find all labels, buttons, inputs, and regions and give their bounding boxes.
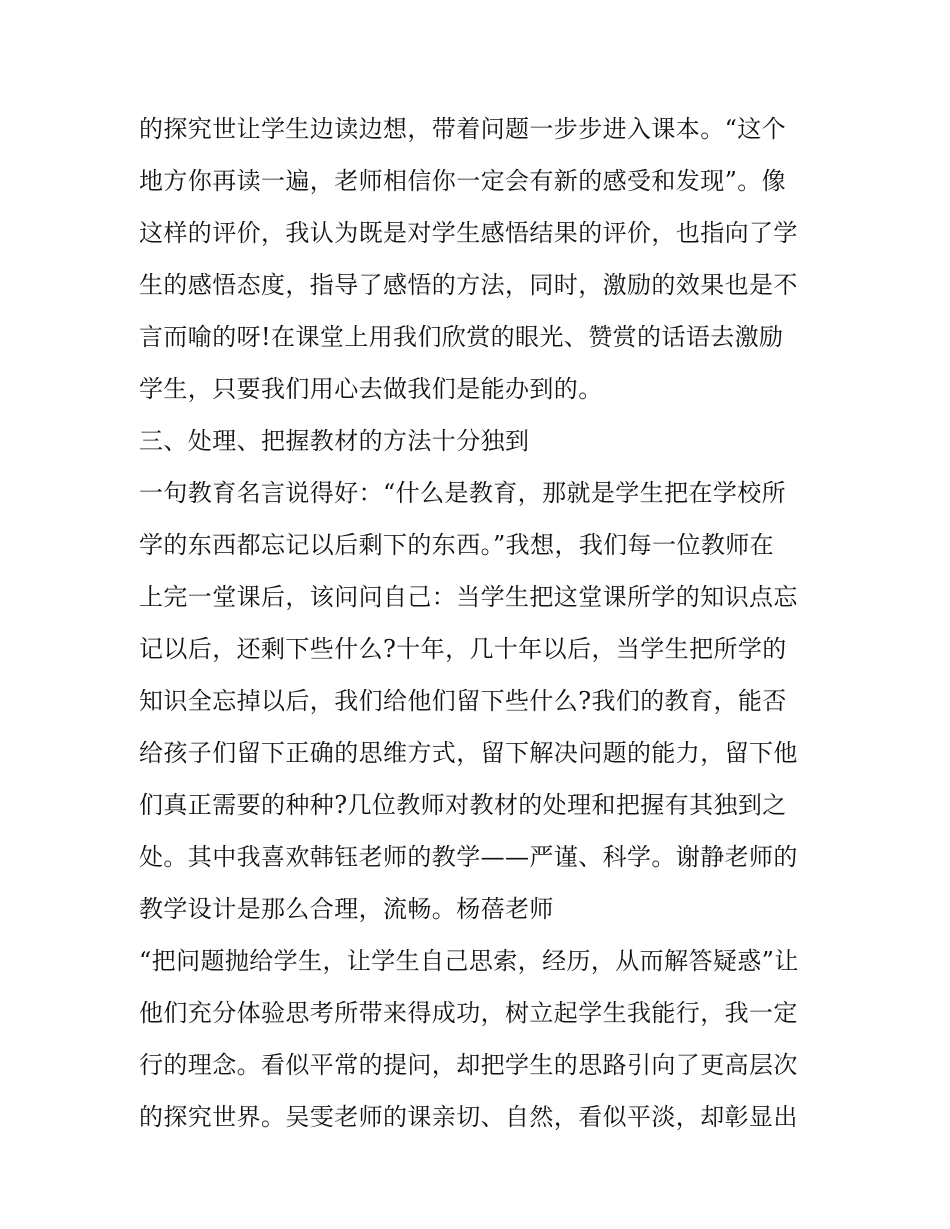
text-line: “把问题抛给学生，让学生自己思索，经历，从而解答疑惑”让 [139, 947, 799, 975]
text-line: 上完一堂课后，该问问自己：当学生把这堂课所学的知识点忘 [139, 583, 798, 611]
text-line: 一句教育名言说得好：“什么是教育，那就是学生把在学校所 [139, 479, 787, 507]
text-line: 记以后，还剩下些什么?十年，几十年以后，当学生把所学的 [139, 635, 787, 663]
text-line: 处。其中我喜欢韩钰老师的教学——严谨、科学。谢静老师的 [139, 843, 798, 871]
text-line: 学的东西都忘记以后剩下的东西。”我想，我们每一位教师在 [139, 531, 775, 559]
text-line: 给孩子们留下正确的思维方式，留下解决问题的能力，留下他 [139, 739, 798, 767]
text-line: 地方你再读一遍，老师相信你一定会有新的感受和发现”。像 [139, 167, 787, 195]
body-text [139, 103, 829, 1143]
text-line: 生的感悟态度，指导了感悟的方法，同时，激励的效果也是不 [139, 271, 798, 299]
text-line: 的探究世让学生边读边想，带着问题一步步进入课本。“这个 [139, 115, 787, 143]
text-line: 教学设计是那么合理，流畅。杨蓓老师 [139, 895, 554, 923]
text-line: 言而喻的呀!在课堂上用我们欣赏的眼光、赞赏的话语去激励 [139, 323, 784, 351]
text-line: 们真正需要的种种?几位教师对教材的处理和把握有其独到之 [139, 791, 787, 819]
text-line: 他们充分体验思考所带来得成功，树立起学生我能行，我一定 [139, 999, 798, 1027]
text-line: 这样的评价，我认为既是对学生感悟结果的评价，也指向了学 [139, 219, 798, 247]
text-line: 行的理念。看似平常的提问，却把学生的思路引向了更高层次 [139, 1051, 798, 1079]
text-line: 学生，只要我们用心去做我们是能办到的。 [139, 375, 603, 403]
text-line: 知识全忘掉以后，我们给他们留下些什么?我们的教育，能否 [139, 687, 787, 715]
text-line: 的探究世界。吴雯老师的课亲切、自然，看似平淡，却彰显出 [139, 1103, 798, 1131]
section-heading: 三、处理、把握教材的方法十分独到 [139, 427, 530, 455]
